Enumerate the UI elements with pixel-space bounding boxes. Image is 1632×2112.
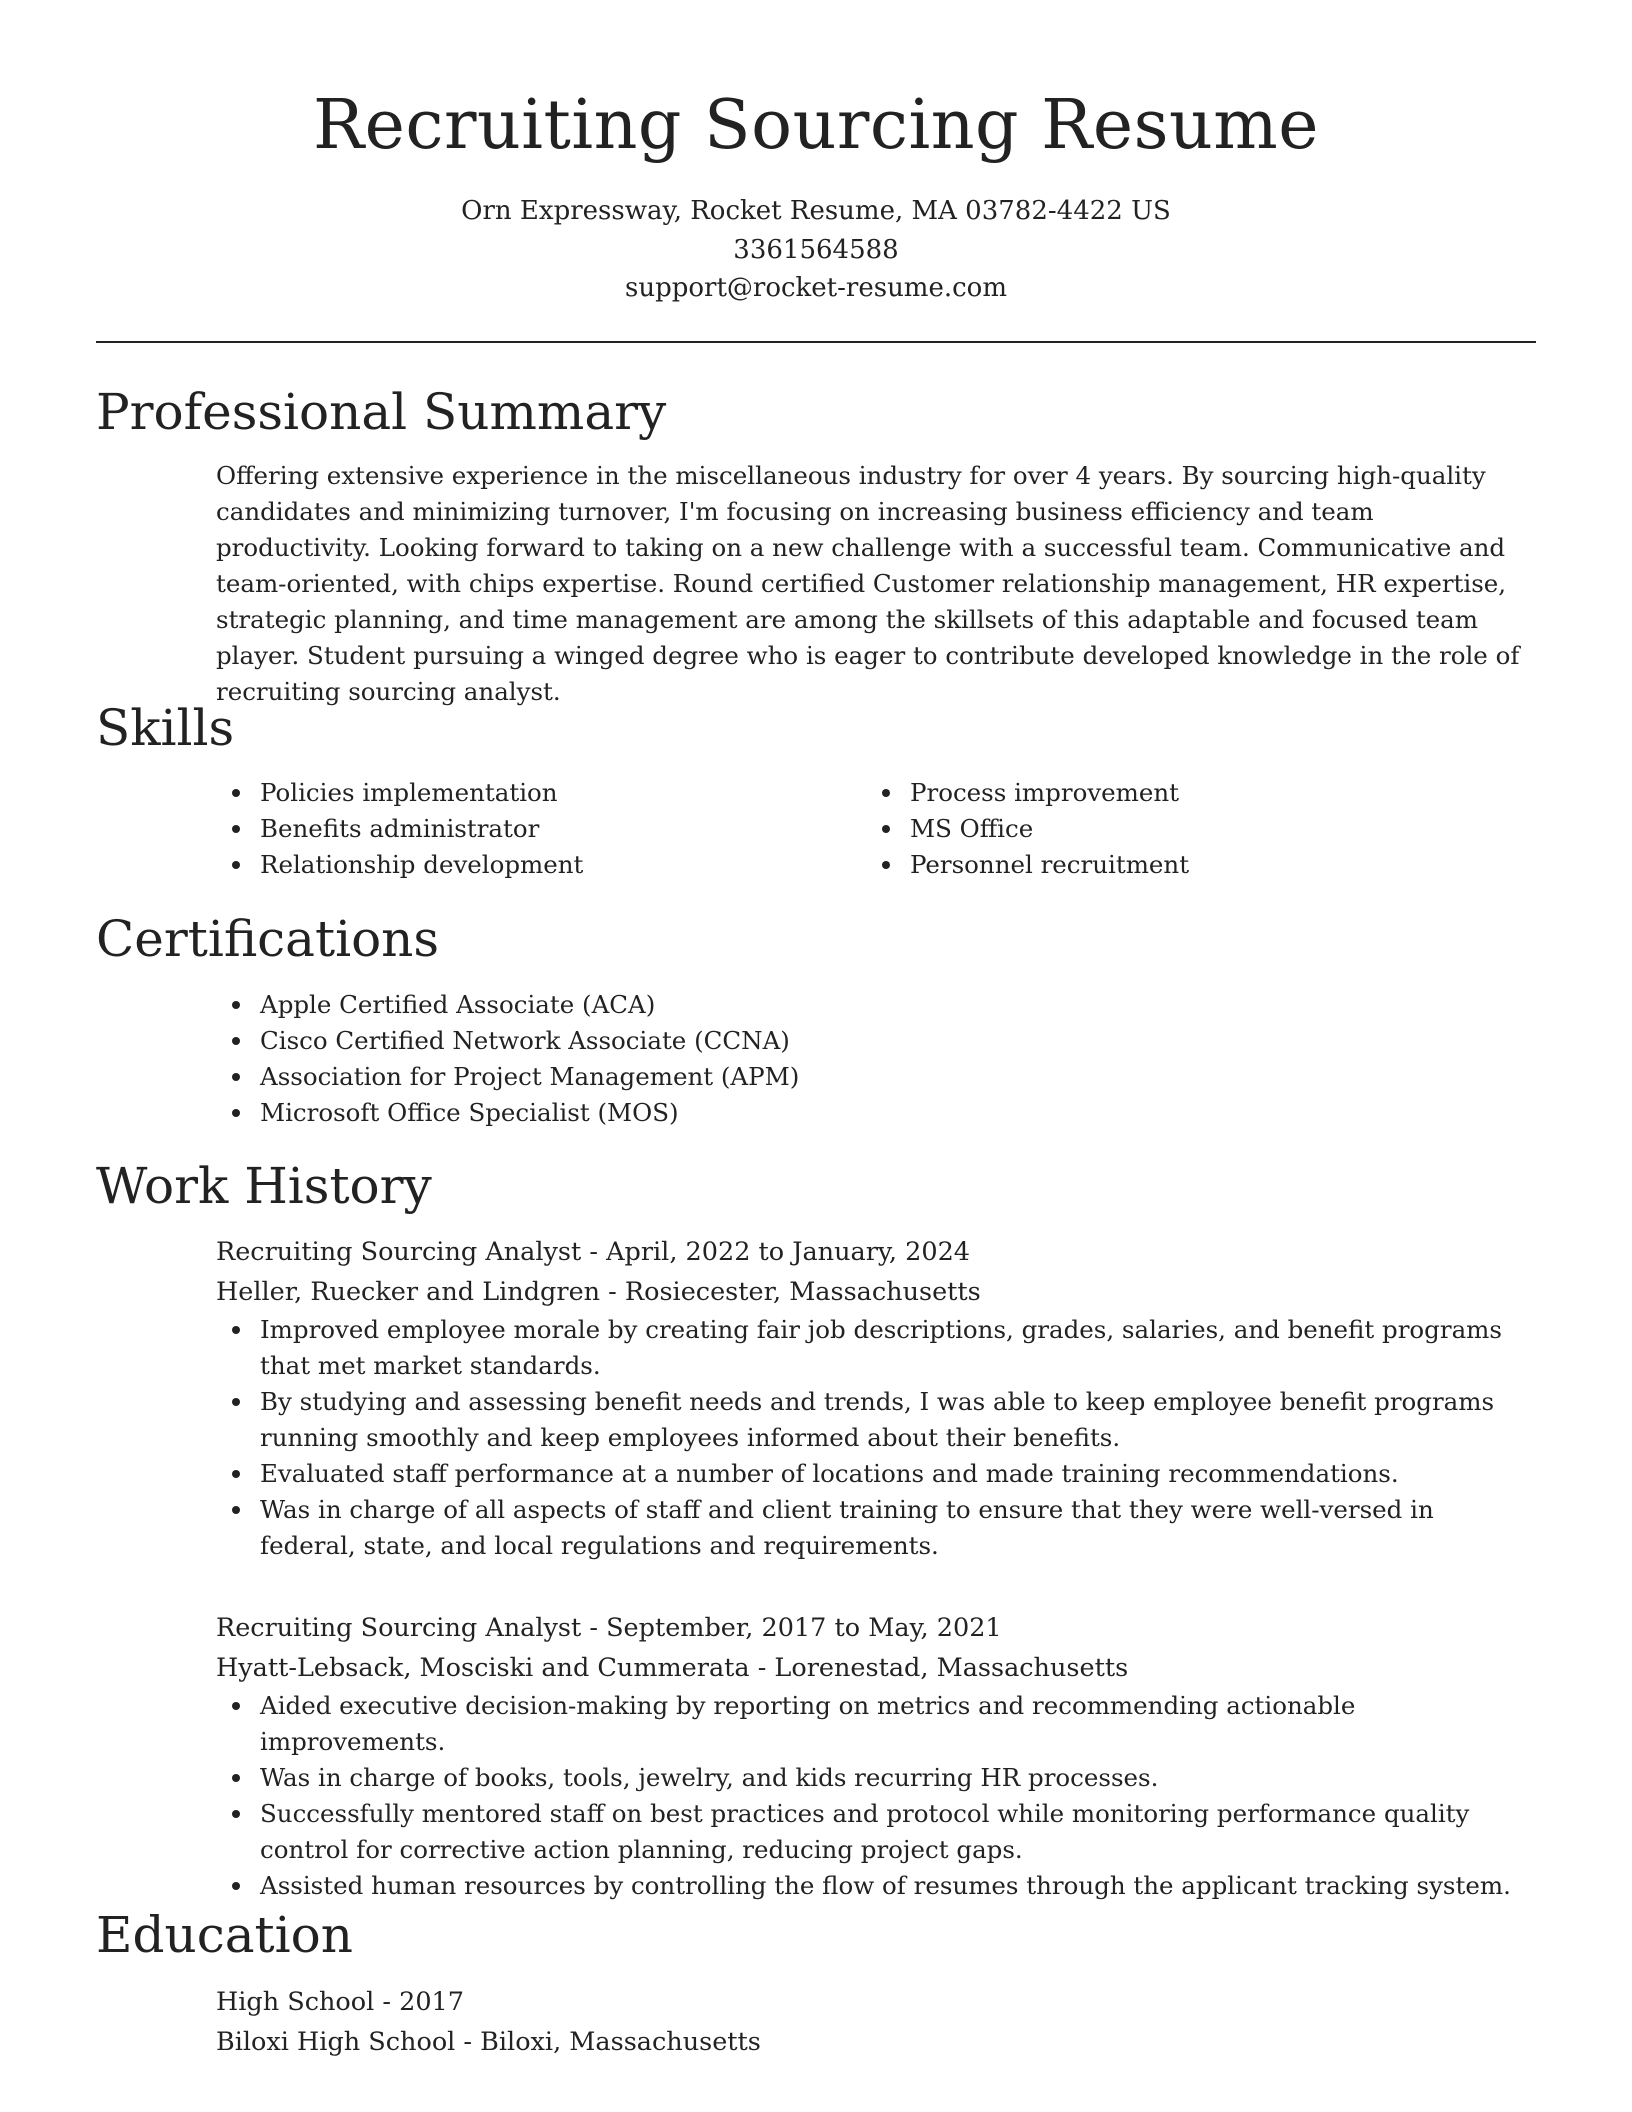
- job-bullet: Was in charge of all aspects of staff and client training to ensure that they were well-versed in federal, state, and local regulations and requirements.: [260, 1492, 1536, 1564]
- skill-item: Relationship development: [260, 847, 866, 883]
- summary-heading: Professional Summary: [96, 383, 667, 441]
- job-bullets: [216, 1688, 1536, 1904]
- address: Orn Expressway, Rocket Resume, MA 03782-4422 US: [461, 196, 1171, 226]
- job-entry: [216, 1232, 1536, 1564]
- education-school-line: Biloxi High School - Biloxi, Massachusetts: [216, 2027, 761, 2057]
- job-entry: [216, 1608, 1536, 1904]
- job-company-line: Hyatt-Lebsack, Mosciski and Cummerata - Lorenestad, Massachusetts: [216, 1653, 1129, 1683]
- job-bullet: Aided executive decision-making by reporting on metrics and recommending actionable improvements.: [260, 1688, 1536, 1760]
- skills-column-right: [866, 775, 1516, 883]
- education-entry: [216, 1982, 1536, 2062]
- phone: 3361564588: [733, 234, 899, 265]
- resume-title: Recruiting Sourcing Resume: [312, 86, 1320, 165]
- skill-item: Personnel recruitment: [910, 847, 1516, 883]
- certifications-heading: Certifications: [96, 910, 440, 968]
- skill-item: Policies implementation: [260, 775, 866, 811]
- skill-item: Process improvement: [910, 775, 1516, 811]
- header-divider: [96, 341, 1536, 343]
- job-title-line: Recruiting Sourcing Analyst - April, 2022 to January, 2024: [216, 1237, 971, 1267]
- certifications-section: [216, 987, 1536, 1131]
- certification-item: Apple Certified Associate (ACA): [260, 987, 1536, 1023]
- education-heading: Education: [96, 1906, 353, 1964]
- certification-item: Association for Project Management (APM): [260, 1059, 1536, 1095]
- job-title-line: Recruiting Sourcing Analyst - September, 2017 to May, 2021: [216, 1613, 1002, 1643]
- skills-column-left: [216, 775, 866, 883]
- skills-heading: Skills: [96, 699, 235, 757]
- resume-header: [96, 84, 1536, 308]
- job-bullet: Successfully mentored staff on best practices and protocol while monitoring performance quality control for corrective action planning, reducing project gaps.: [260, 1796, 1536, 1868]
- job-bullet: Evaluated staff performance at a number of locations and made training recommendations.: [260, 1456, 1536, 1492]
- skill-item: Benefits administrator: [260, 811, 866, 847]
- job-bullet: Assisted human resources by controlling the flow of resumes through the applicant tracking system.: [260, 1868, 1536, 1904]
- skill-item: MS Office: [910, 811, 1516, 847]
- summary-text: Offering extensive experience in the miscellaneous industry for over 4 years. By sourcing high-quality candidates and minimizing turnover, I'm focusing on increasing business efficiency and team productivity. Looking forward to taking on a new challenge with a successful team. Communicative and team-oriented, with chips expertise. Round certified Customer relationship management, HR expertise, strategic planning, and time management are among the skillsets of this adaptable and focused team player. Student pursuing a winged degree who is eager to contribute developed knowledge in the role of recruiting sourcing analyst.: [216, 461, 1520, 706]
- job-bullet: By studying and assessing benefit needs and trends, I was able to keep employee benefit programs running smoothly and keep employees informed about their benefits.: [260, 1384, 1536, 1456]
- email: support@rocket-resume.com: [624, 273, 1007, 303]
- job-bullet: Improved employee morale by creating fair job descriptions, grades, salaries, and benefit programs that met market standards.: [260, 1312, 1536, 1384]
- job-bullet: Was in charge of books, tools, jewelry, and kids recurring HR processes.: [260, 1760, 1536, 1796]
- certification-item: Cisco Certified Network Associate (CCNA): [260, 1023, 1536, 1059]
- certification-item: Microsoft Office Specialist (MOS): [260, 1095, 1536, 1131]
- skills-section: [216, 775, 1536, 883]
- job-bullets: [216, 1312, 1536, 1564]
- contact-block: [96, 192, 1536, 308]
- job-company-line: Heller, Ruecker and Lindgren - Rosiecester, Massachusetts: [216, 1277, 981, 1307]
- summary-section: [216, 458, 1536, 710]
- work-history-heading: Work History: [96, 1157, 432, 1215]
- education-degree-line: High School - 2017: [216, 1987, 465, 2017]
